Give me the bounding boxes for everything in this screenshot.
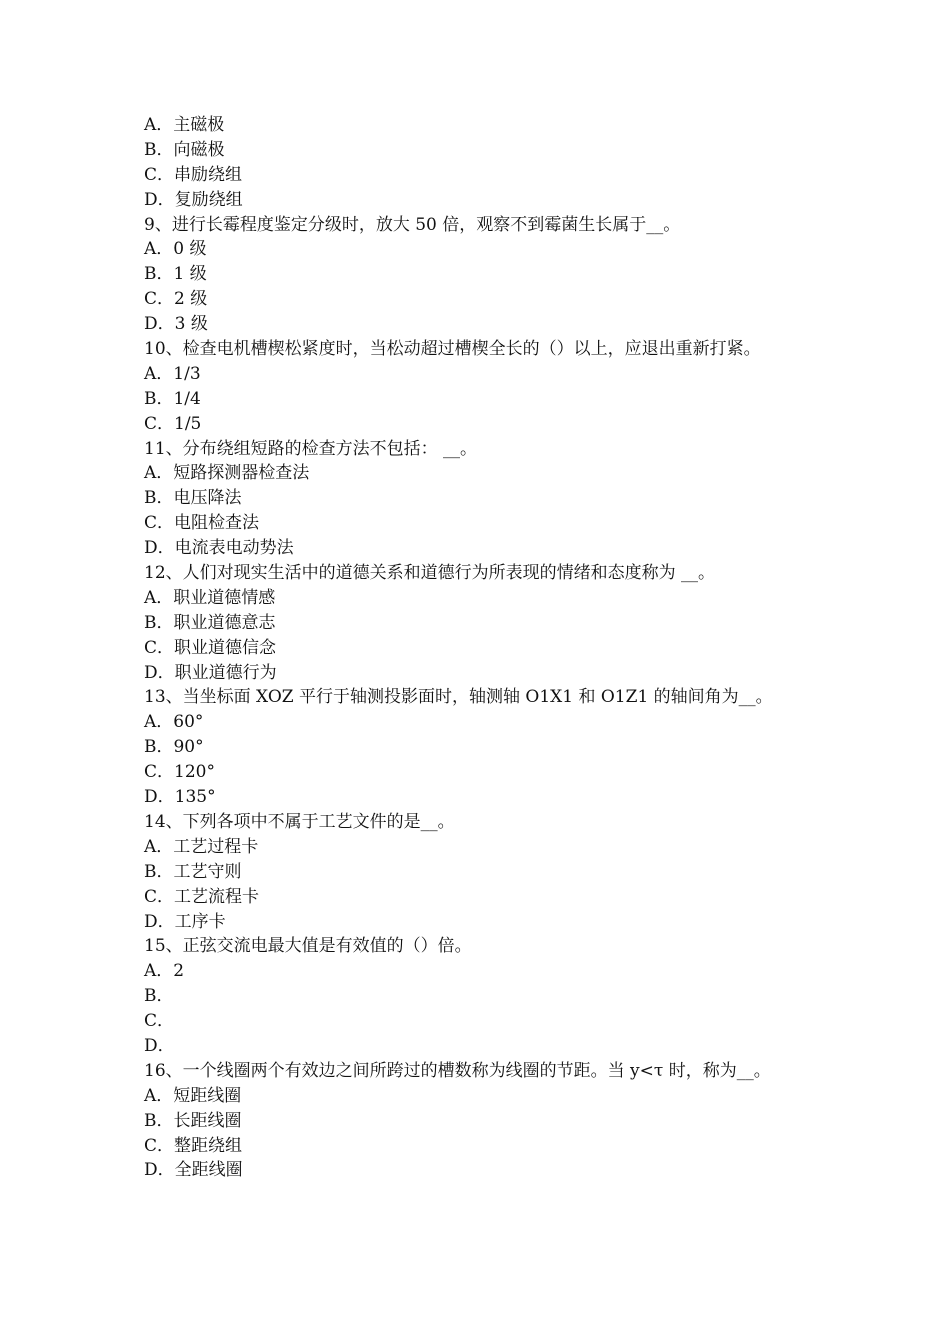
option-line: A．职业道德情感 [144, 587, 276, 608]
question-10: 10、检查电机槽楔松紧度时，当松动超过槽楔全长的（）以上，应退出重新打紧。 [144, 339, 761, 360]
option-line: D．职业道德行为 [144, 662, 277, 683]
option-line: A．主磁极 [144, 115, 225, 135]
option-line: D．135° [144, 787, 216, 808]
option-line: A．短路探测器检查法 [144, 463, 310, 484]
option-line: B．工艺守则 [144, 861, 242, 882]
option-line: B．90° [144, 737, 204, 758]
question-13: 13、当坐标面 XOZ 平行于轴测投影面时，轴测轴 O1X1 和 O1Z1 的轴间角为__。 [144, 687, 773, 708]
question-11: 11、分布绕组短路的检查方法不包括： __。 [144, 438, 478, 459]
option-line: B． [144, 986, 174, 1007]
option-line: D．复励绕组 [144, 189, 243, 210]
option-line: D．全距线圈 [144, 1160, 243, 1181]
option-line: A．0 级 [144, 239, 207, 260]
option-line: C．1/5 [144, 413, 202, 434]
option-line: C．职业道德信念 [144, 637, 277, 658]
option-line: D． [144, 1035, 175, 1056]
option-line: B．长距线圈 [144, 1110, 242, 1131]
option-line: C．串励绕组 [144, 164, 243, 185]
option-line: A．工艺过程卡 [144, 836, 259, 857]
option-line: B．1/4 [144, 388, 201, 409]
option-line: A．1/3 [144, 363, 201, 384]
option-line: B．电压降法 [144, 488, 242, 509]
option-line: A．60° [144, 712, 204, 733]
option-line: C．整距绕组 [144, 1135, 243, 1156]
question-list [144, 113, 814, 1183]
option-line: C． [144, 1011, 175, 1032]
option-line: D．3 级 [144, 314, 208, 335]
question-14: 14、下列各项中不属于工艺文件的是__。 [144, 811, 455, 832]
question-9: 9、进行长霉程度鉴定分级时，放大 50 倍，观察不到霉菌生长属于__。 [144, 214, 681, 235]
option-line: B．向磁极 [144, 139, 225, 160]
option-line: C．120° [144, 762, 215, 783]
option-line: C．2 级 [144, 289, 208, 310]
question-15: 15、正弦交流电最大值是有效值的（）倍。 [144, 936, 472, 957]
question-12: 12、人们对现实生活中的道德关系和道德行为所表现的情绪和态度称为 __。 [144, 563, 716, 584]
option-line: A．2 [144, 961, 185, 982]
option-line: D．电流表电动势法 [144, 538, 294, 559]
option-line: B．职业道德意志 [144, 612, 276, 633]
option-line: C．工艺流程卡 [144, 886, 260, 907]
option-line: A．短距线圈 [144, 1085, 242, 1106]
option-line: B．1 级 [144, 264, 207, 285]
option-line: C．电阻检查法 [144, 513, 260, 534]
option-line: D．工序卡 [144, 911, 226, 932]
question-16: 16、一个线圈两个有效边之间所跨过的槽数称为线圈的节距。当 y<τ 时，称为__。 [144, 1060, 771, 1081]
